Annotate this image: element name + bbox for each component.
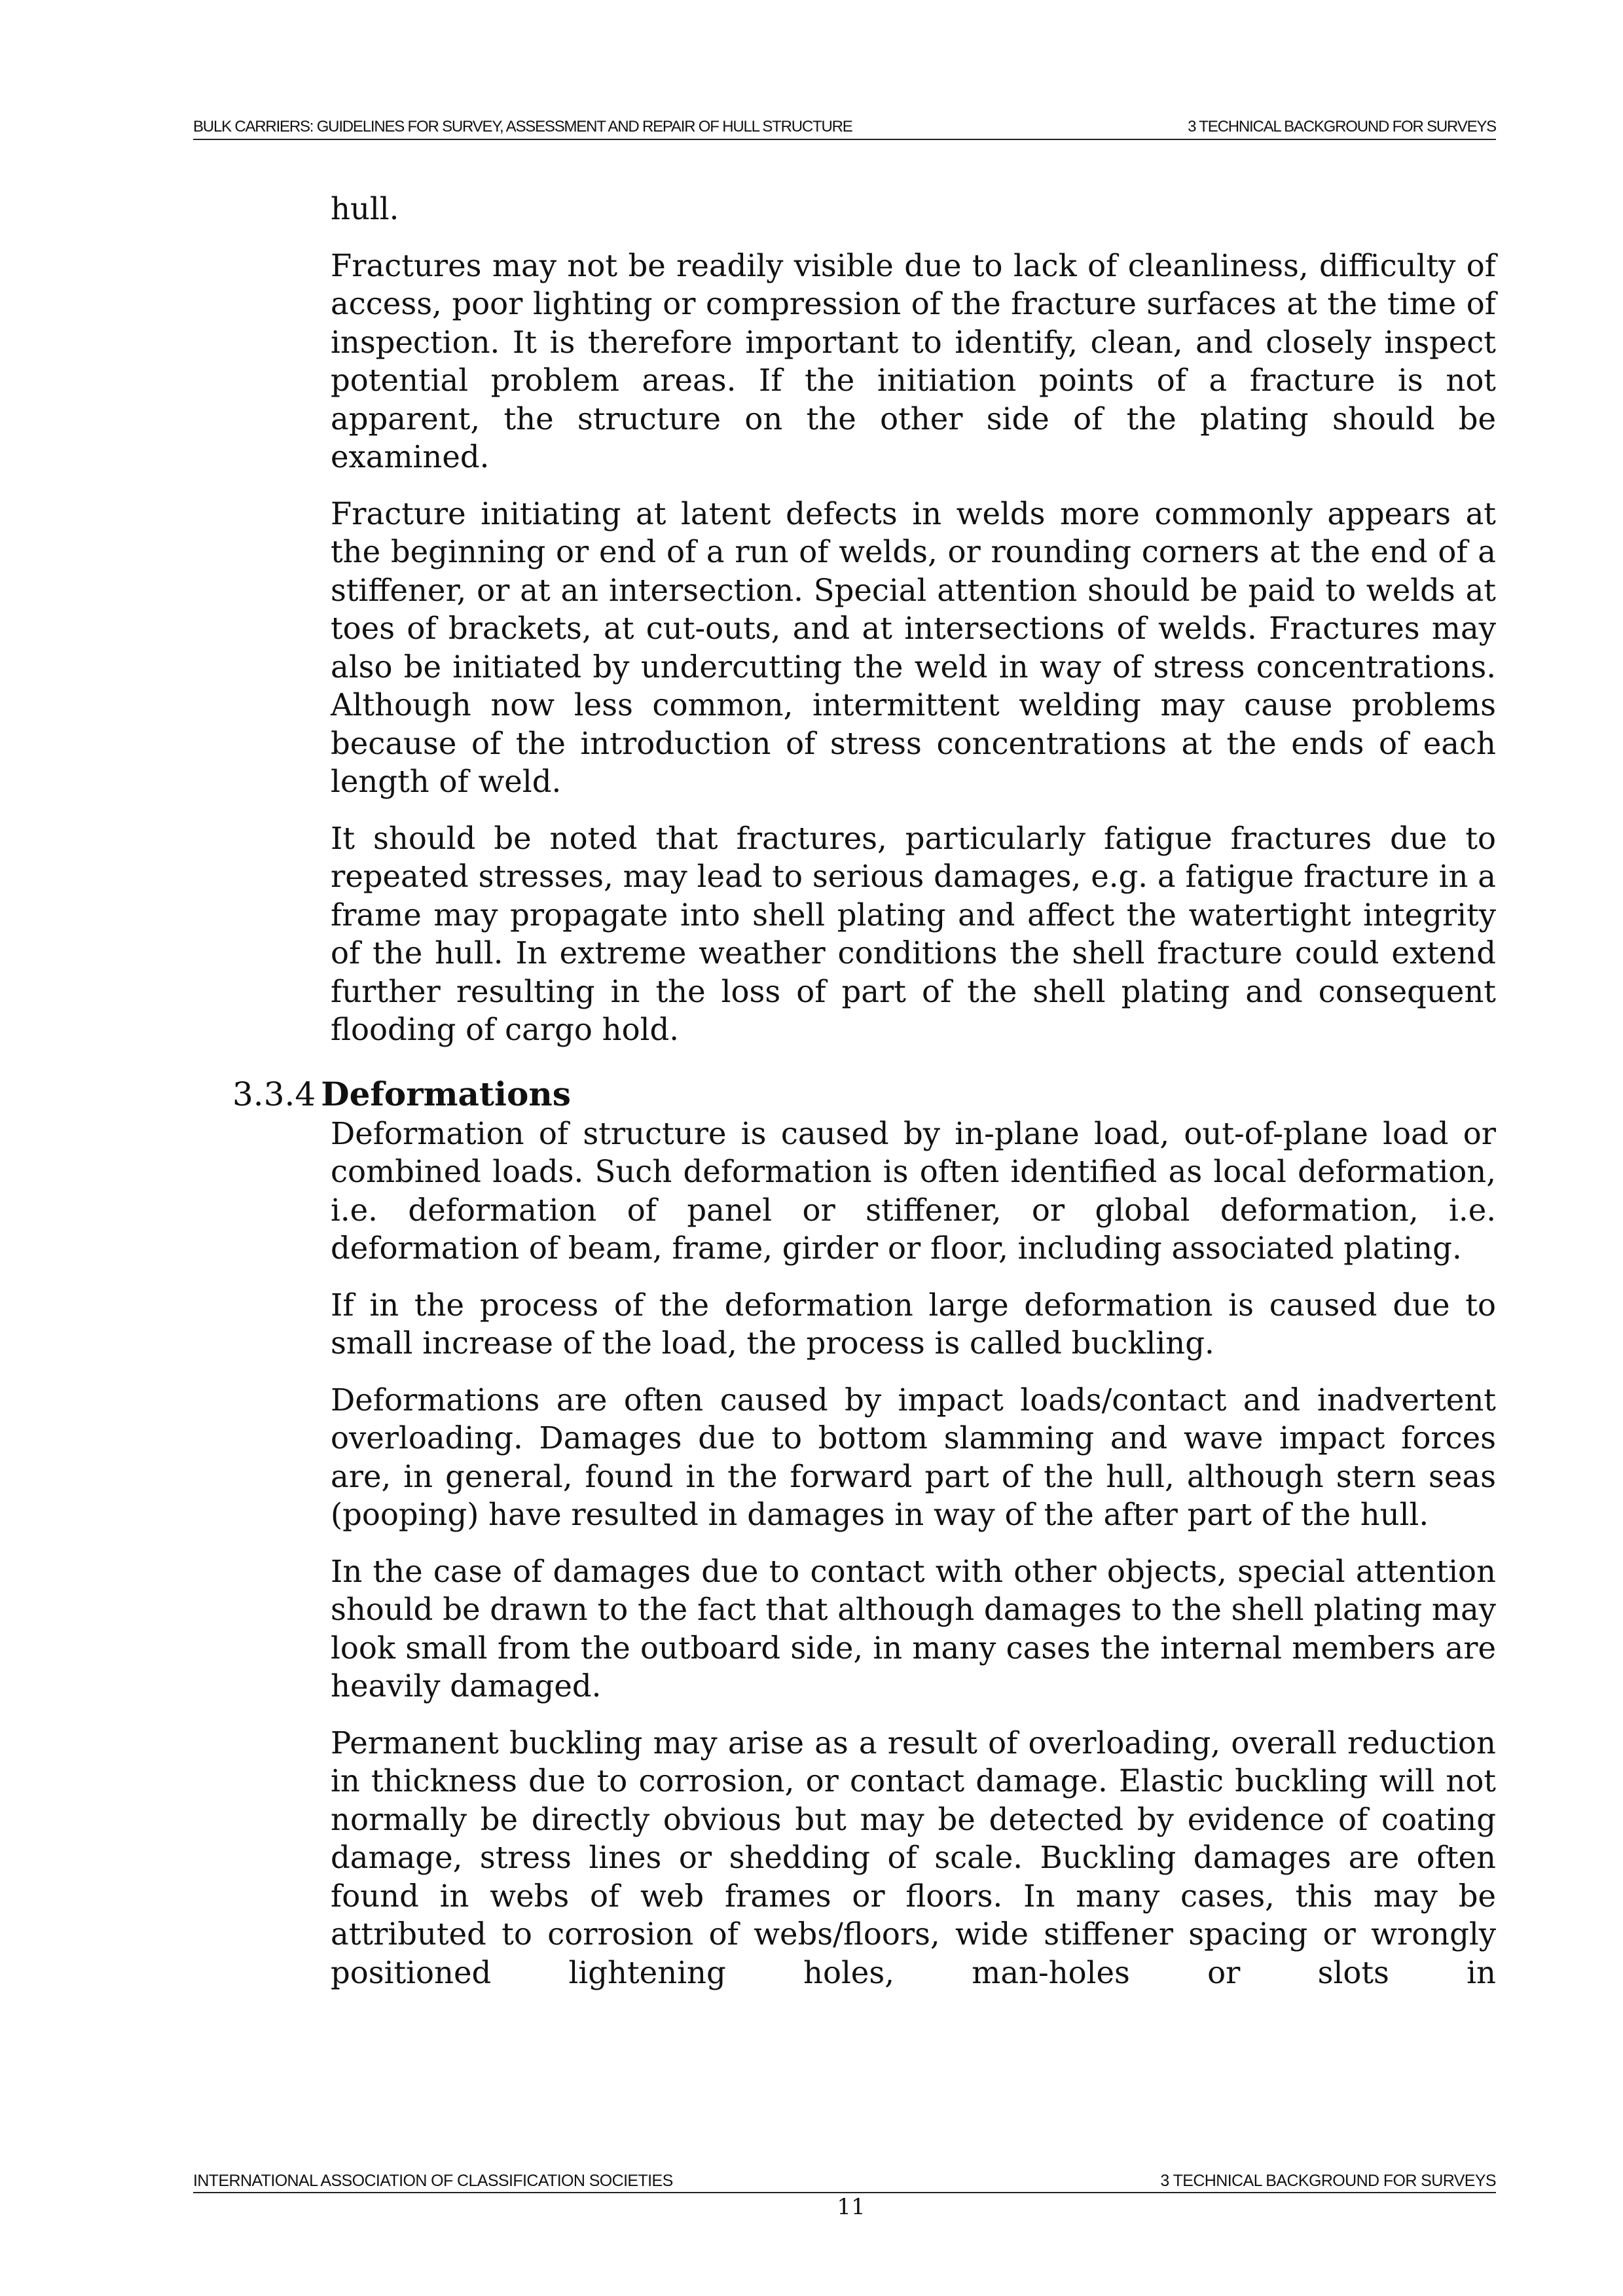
header-document-title: BULK CARRIERS: GUIDELINES FOR SURVEY, ASSESSMENT AND REPAIR OF HULL STRUCTURE bbox=[193, 118, 852, 135]
paragraph-impact-loads: Deformations are often caused by impact loads/contact and inadvertent overloading. Damages due to bottom slamming and wave impact forces are, in general, found in the forward part of the hull, although stern seas (pooping) have resulted in damages in way of the after part of the hull. bbox=[331, 1382, 1496, 1532]
paragraph-permanent-buckling: Permanent buckling may arise as a result of overloading, overall reduction in thickness due to corrosion, or contact damage. Elastic buckling will not normally be directly obvious but may be detected by evidence of coating damage, stress lines or shedding of scale. Buckling damages are often found in webs of web frames or floors. In many cases, this may be attributed to corrosion of webs/floors, wide stiffener spacing or wrongly positioned lightening holes, man-holes or slots in bbox=[331, 1725, 1496, 1990]
paragraph-fracture-visibility: Fractures may not be readily visible due to lack of cleanliness, difficulty of access, poor lighting or compression of the fracture surfaces at the time of inspection. It is therefore important to identify, clean, and closely inspect potential problem areas. If the initiation points of a fracture is not apparent, the structure on the other side of the plating should be examined. bbox=[331, 247, 1496, 475]
running-footer bbox=[193, 2172, 1496, 2193]
paragraph-fatigue-fractures: It should be noted that fractures, particularly fatigue fractures due to repeated stresses, may lead to serious damages, e.g. a fatigue fracture in a frame may propagate into shell plating and affect the watertight integrity of the hull. In extreme weather conditions the shell fracture could extend further resulting in the loss of part of the shell plating and consequent flooding of cargo hold. bbox=[331, 820, 1496, 1047]
section-heading bbox=[232, 1074, 1496, 1115]
paragraph-weld-defects: Fracture initiating at latent defects in welds more commonly appears at the beginning or end of a run of welds, or rounding corners at the end of a stiffener, or at an intersection. Special attention should be paid to welds at toes of brackets, at cut-outs, and at intersections of welds. Fractures may also be initiated by undercutting the weld in way of stress concentrations. Although now less common, intermittent welding may cause problems because of the introduction of stress concentrations at the ends of each length of weld. bbox=[331, 495, 1496, 799]
paragraph-buckling-definition: If in the process of the deformation large deformation is caused due to small increase of the load, the process is called buckling. bbox=[331, 1287, 1496, 1361]
body-text bbox=[232, 190, 1496, 2010]
section-title: Deformations bbox=[321, 1074, 571, 1113]
page-number: 11 bbox=[837, 2194, 866, 2220]
footer-organization: INTERNATIONAL ASSOCIATION OF CLASSIFICATION SOCIETIES bbox=[193, 2172, 673, 2190]
header-chapter-title: 3 TECHNICAL BACKGROUND FOR SURVEYS bbox=[1188, 118, 1496, 135]
section-number: 3.3.4 bbox=[232, 1075, 316, 1113]
running-header bbox=[193, 118, 1496, 140]
paragraph-deformation-definition: Deformation of structure is caused by in-plane load, out-of-plane load or combined loads. Such deformation is often identified as local deformation, i.e. deformation of panel or stiffener, or global deformation, i.e. deformation of beam, frame, girder or floor, including associated plating. bbox=[331, 1115, 1496, 1266]
paragraph-contact-damage: In the case of damages due to contact with other objects, special attention should be drawn to the fact that although damages to the shell plating may look small from the outboard side, in many cases the internal members are heavily damaged. bbox=[331, 1553, 1496, 1704]
footer-chapter-title: 3 TECHNICAL BACKGROUND FOR SURVEYS bbox=[1160, 2172, 1496, 2190]
paragraph-continuation: hull. bbox=[331, 191, 399, 226]
